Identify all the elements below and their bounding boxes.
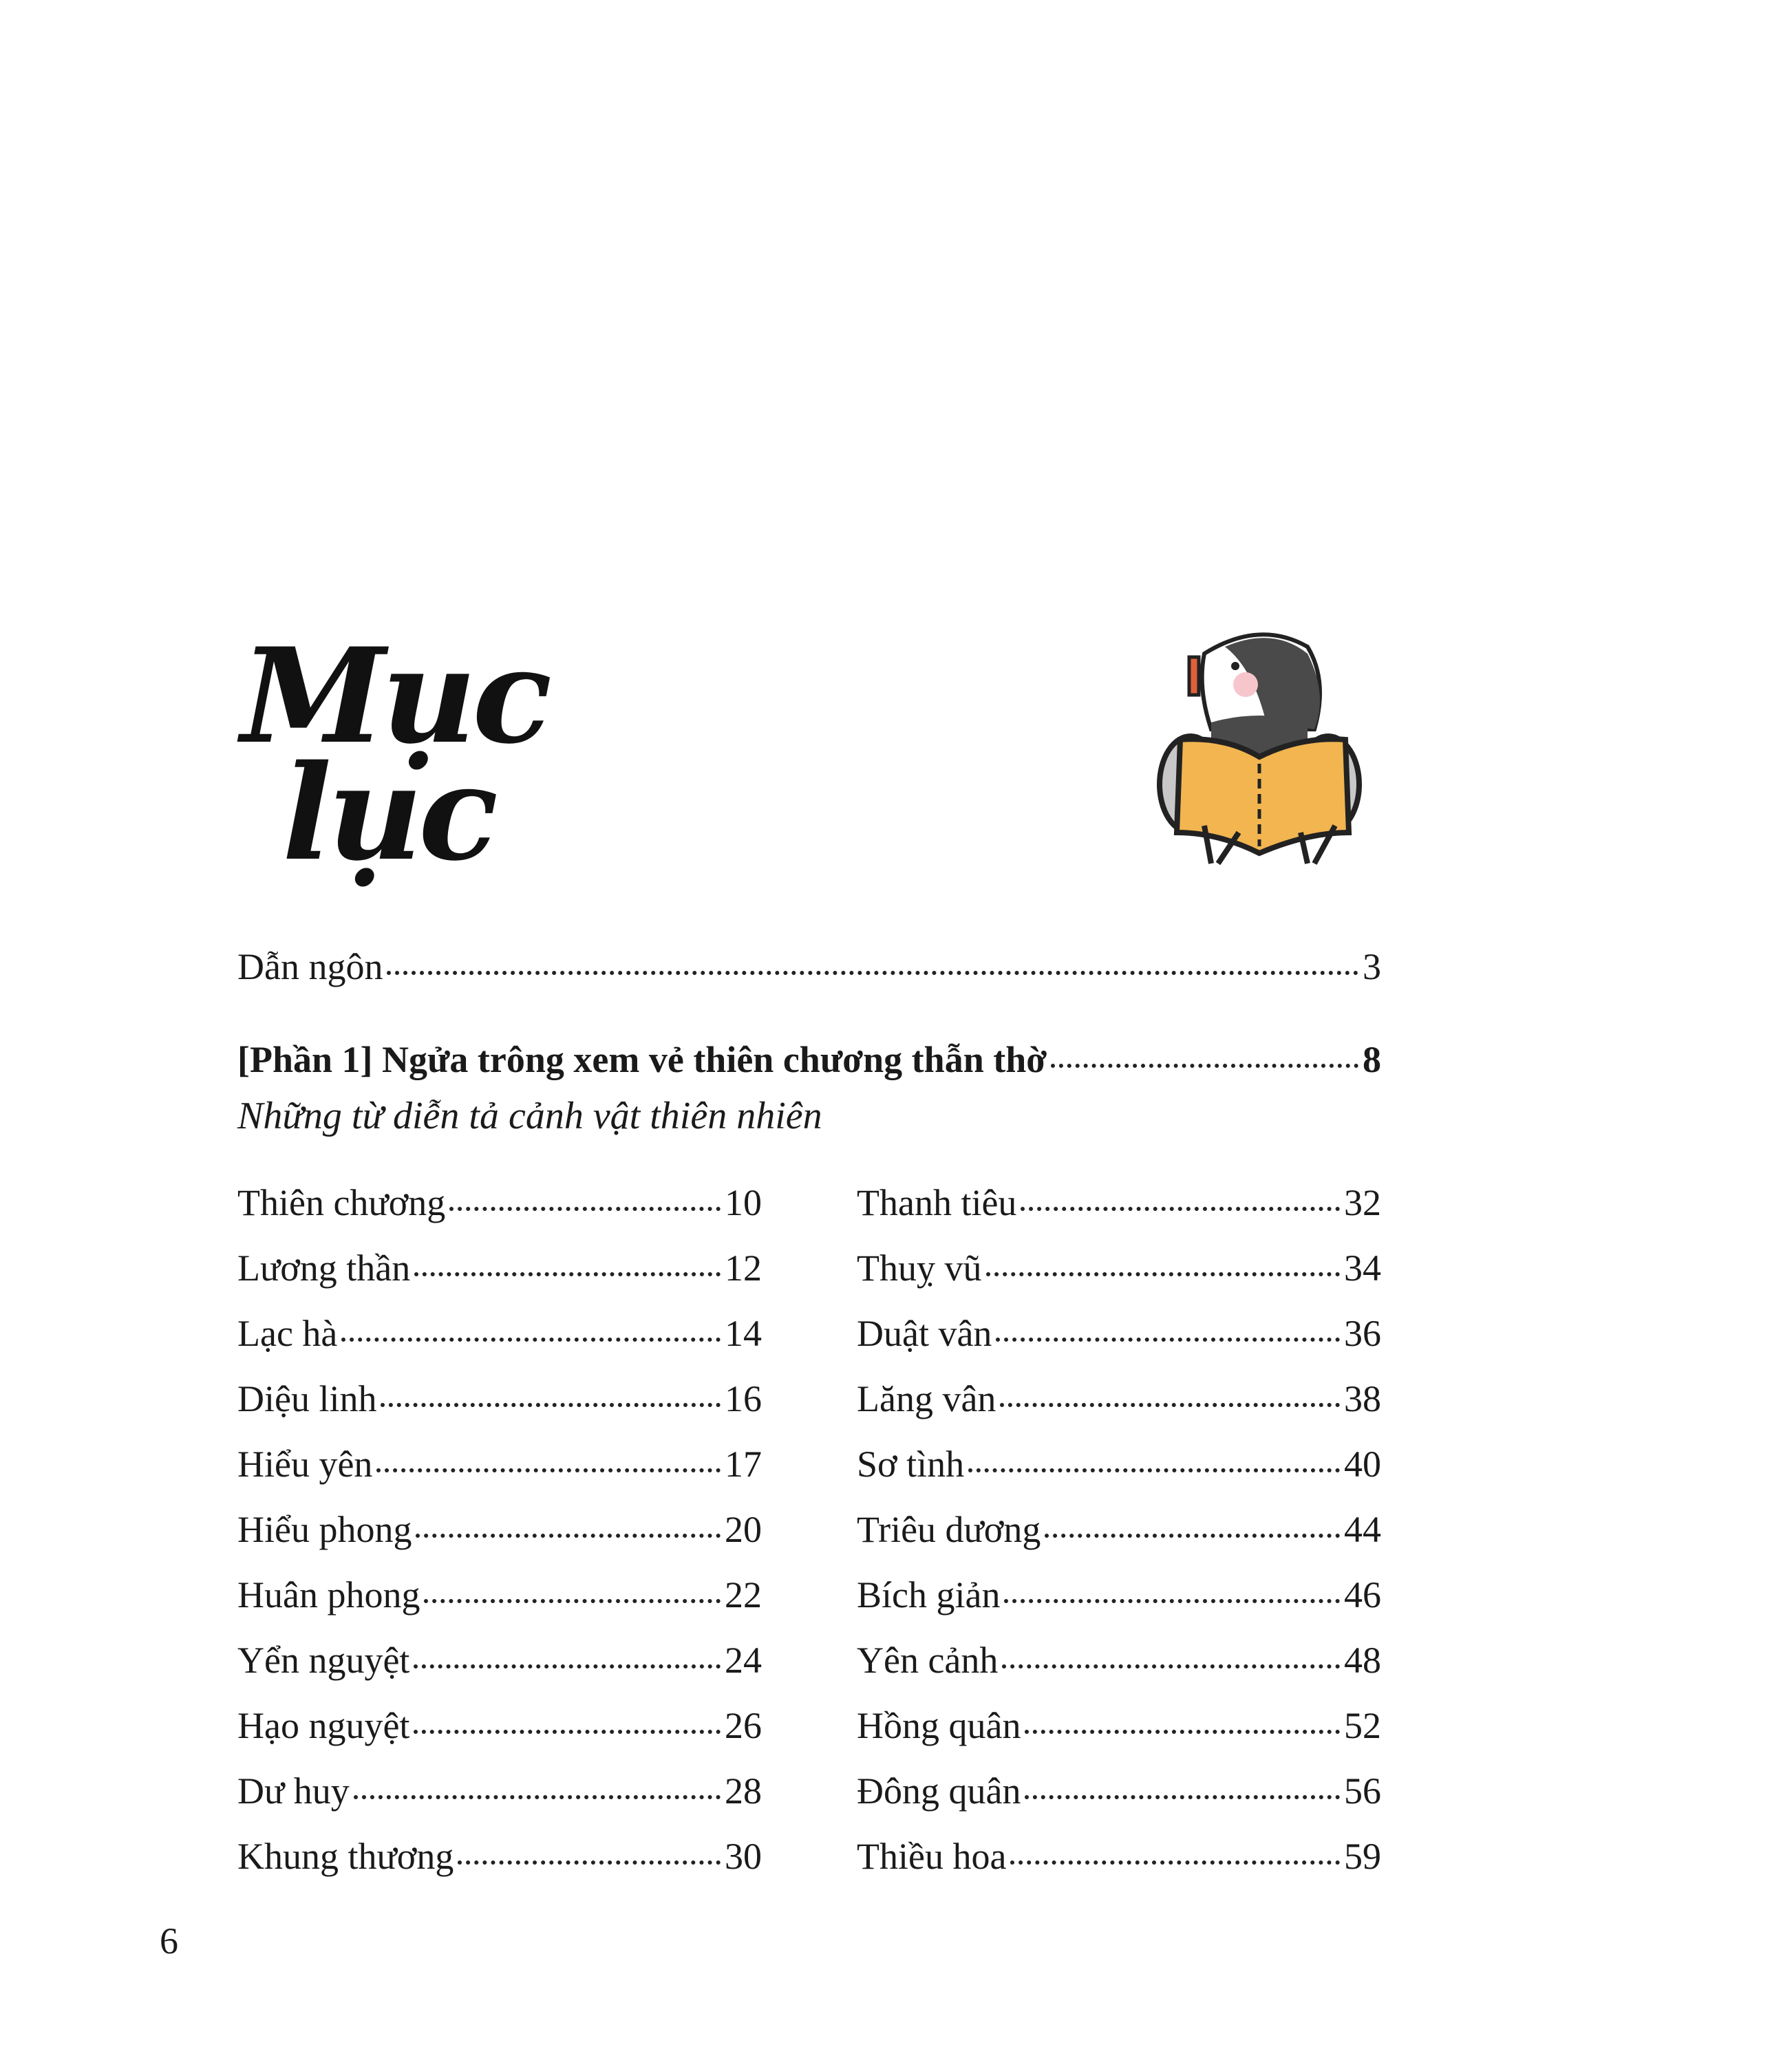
toc-entry[interactable] <box>857 1767 1381 1815</box>
dot-leader <box>458 1860 721 1865</box>
entry-page: 17 <box>725 1444 762 1485</box>
entry-label: Thiên chương <box>237 1182 446 1223</box>
dot-leader <box>1025 1730 1340 1734</box>
toc-entry[interactable] <box>237 1375 762 1423</box>
toc-title-line2: lục <box>282 736 495 890</box>
entry-page: 40 <box>1344 1444 1381 1485</box>
dot-leader <box>449 1207 721 1211</box>
dot-leader <box>986 1272 1341 1276</box>
toc-entry[interactable] <box>237 1440 762 1488</box>
toc-entry[interactable] <box>237 1179 762 1227</box>
dot-leader <box>1021 1207 1340 1211</box>
entry-label: Lương thần <box>237 1247 411 1289</box>
entry-label: Diệu linh <box>237 1378 377 1419</box>
toc-entry[interactable] <box>857 1375 1381 1423</box>
entry-label: Lạc hà <box>237 1313 338 1354</box>
toc-entry[interactable] <box>857 1244 1381 1292</box>
toc-entry[interactable] <box>857 1440 1381 1488</box>
entry-label: Sơ tình <box>857 1444 965 1485</box>
toc-entry[interactable] <box>857 1505 1381 1554</box>
page-number: 6 <box>160 1920 178 1962</box>
entry-label: Duật vân <box>857 1313 992 1354</box>
toc-entry[interactable] <box>857 1571 1381 1619</box>
entry-page: 14 <box>725 1313 762 1354</box>
entry-label: Thiều hoa <box>857 1836 1007 1877</box>
entry-page: 36 <box>1344 1313 1381 1354</box>
entry-page: 28 <box>725 1770 762 1812</box>
toc-entry-part1[interactable] <box>237 1036 1381 1084</box>
entry-label: Dẫn ngôn <box>237 946 383 987</box>
entry-page: 8 <box>1363 1039 1381 1080</box>
entry-page: 38 <box>1344 1378 1381 1419</box>
entry-label: Triêu dương <box>857 1509 1041 1550</box>
dot-leader <box>341 1338 721 1342</box>
dot-leader <box>1025 1795 1340 1799</box>
entry-page: 48 <box>1344 1640 1381 1681</box>
dot-leader <box>1002 1664 1340 1669</box>
entry-page: 22 <box>725 1574 762 1616</box>
toc-entry[interactable] <box>237 1505 762 1554</box>
entry-page: 26 <box>725 1705 762 1746</box>
dot-leader <box>968 1468 1340 1472</box>
toc-entry[interactable] <box>857 1702 1381 1750</box>
entry-label: Thuỵ vũ <box>857 1247 982 1289</box>
dot-leader <box>414 1730 721 1734</box>
entry-label: Yển nguyệt <box>237 1640 410 1681</box>
entry-page: 12 <box>725 1247 762 1289</box>
dot-leader <box>387 971 1358 975</box>
entry-label: Hiểu phong <box>237 1509 412 1550</box>
toc-title-line1: Mục <box>241 619 548 773</box>
entry-page: 16 <box>725 1378 762 1419</box>
dot-leader <box>414 1272 721 1276</box>
dot-leader <box>414 1664 721 1669</box>
dot-leader <box>1004 1599 1340 1603</box>
toc-entry[interactable] <box>237 1244 762 1292</box>
entry-page: 10 <box>725 1182 762 1223</box>
toc-entry[interactable] <box>857 1309 1381 1358</box>
entry-label: Khung thương <box>237 1836 454 1877</box>
dot-leader <box>424 1599 721 1603</box>
penguin-reading-illustration <box>1142 626 1376 874</box>
entry-label: Hiểu yên <box>237 1444 373 1485</box>
entry-page: 59 <box>1344 1836 1381 1877</box>
dot-leader <box>376 1468 721 1472</box>
dot-leader <box>1000 1403 1340 1407</box>
dot-leader <box>354 1795 721 1799</box>
toc-entry-intro[interactable] <box>237 943 1381 991</box>
dot-leader <box>1010 1860 1340 1865</box>
entry-page: 30 <box>725 1836 762 1877</box>
toc-entry[interactable] <box>857 1179 1381 1227</box>
dot-leader <box>416 1534 721 1538</box>
toc-title <box>234 619 619 890</box>
toc-entry[interactable] <box>237 1309 762 1358</box>
entry-page: 44 <box>1344 1509 1381 1550</box>
entry-label: Lăng vân <box>857 1378 996 1419</box>
toc-entry[interactable] <box>237 1767 762 1815</box>
entry-page: 24 <box>725 1640 762 1681</box>
entry-page: 20 <box>725 1509 762 1550</box>
dot-leader <box>1051 1064 1358 1068</box>
entry-label: Thanh tiêu <box>857 1182 1017 1223</box>
entry-label: Dư huy <box>237 1770 350 1812</box>
entry-page: 34 <box>1344 1247 1381 1289</box>
dot-leader <box>381 1403 721 1407</box>
part1-subtitle: Những từ diễn tả cảnh vật thiên nhiên <box>237 1095 822 1137</box>
entry-page: 46 <box>1344 1574 1381 1616</box>
entry-page: 56 <box>1344 1770 1381 1812</box>
toc-entry[interactable] <box>857 1636 1381 1684</box>
entry-label: Hồng quân <box>857 1705 1021 1746</box>
toc-entry[interactable] <box>857 1832 1381 1880</box>
entry-label: Huân phong <box>237 1574 420 1616</box>
entry-label: [Phần 1] Ngửa trông xem vẻ thiên chương thẫn thờ <box>237 1039 1047 1080</box>
dot-leader <box>1045 1534 1340 1538</box>
entry-page: 3 <box>1363 946 1381 987</box>
entry-page: 32 <box>1344 1182 1381 1223</box>
toc-entry[interactable] <box>237 1636 762 1684</box>
entry-page: 52 <box>1344 1705 1381 1746</box>
toc-entry[interactable] <box>237 1702 762 1750</box>
entry-label: Đông quân <box>857 1770 1021 1812</box>
entry-label: Hạo nguyệt <box>237 1705 410 1746</box>
dot-leader <box>996 1338 1340 1342</box>
entry-label: Yên cảnh <box>857 1640 999 1681</box>
toc-entry[interactable] <box>237 1832 762 1880</box>
entry-label: Bích giản <box>857 1574 1001 1616</box>
toc-entry[interactable] <box>237 1571 762 1619</box>
